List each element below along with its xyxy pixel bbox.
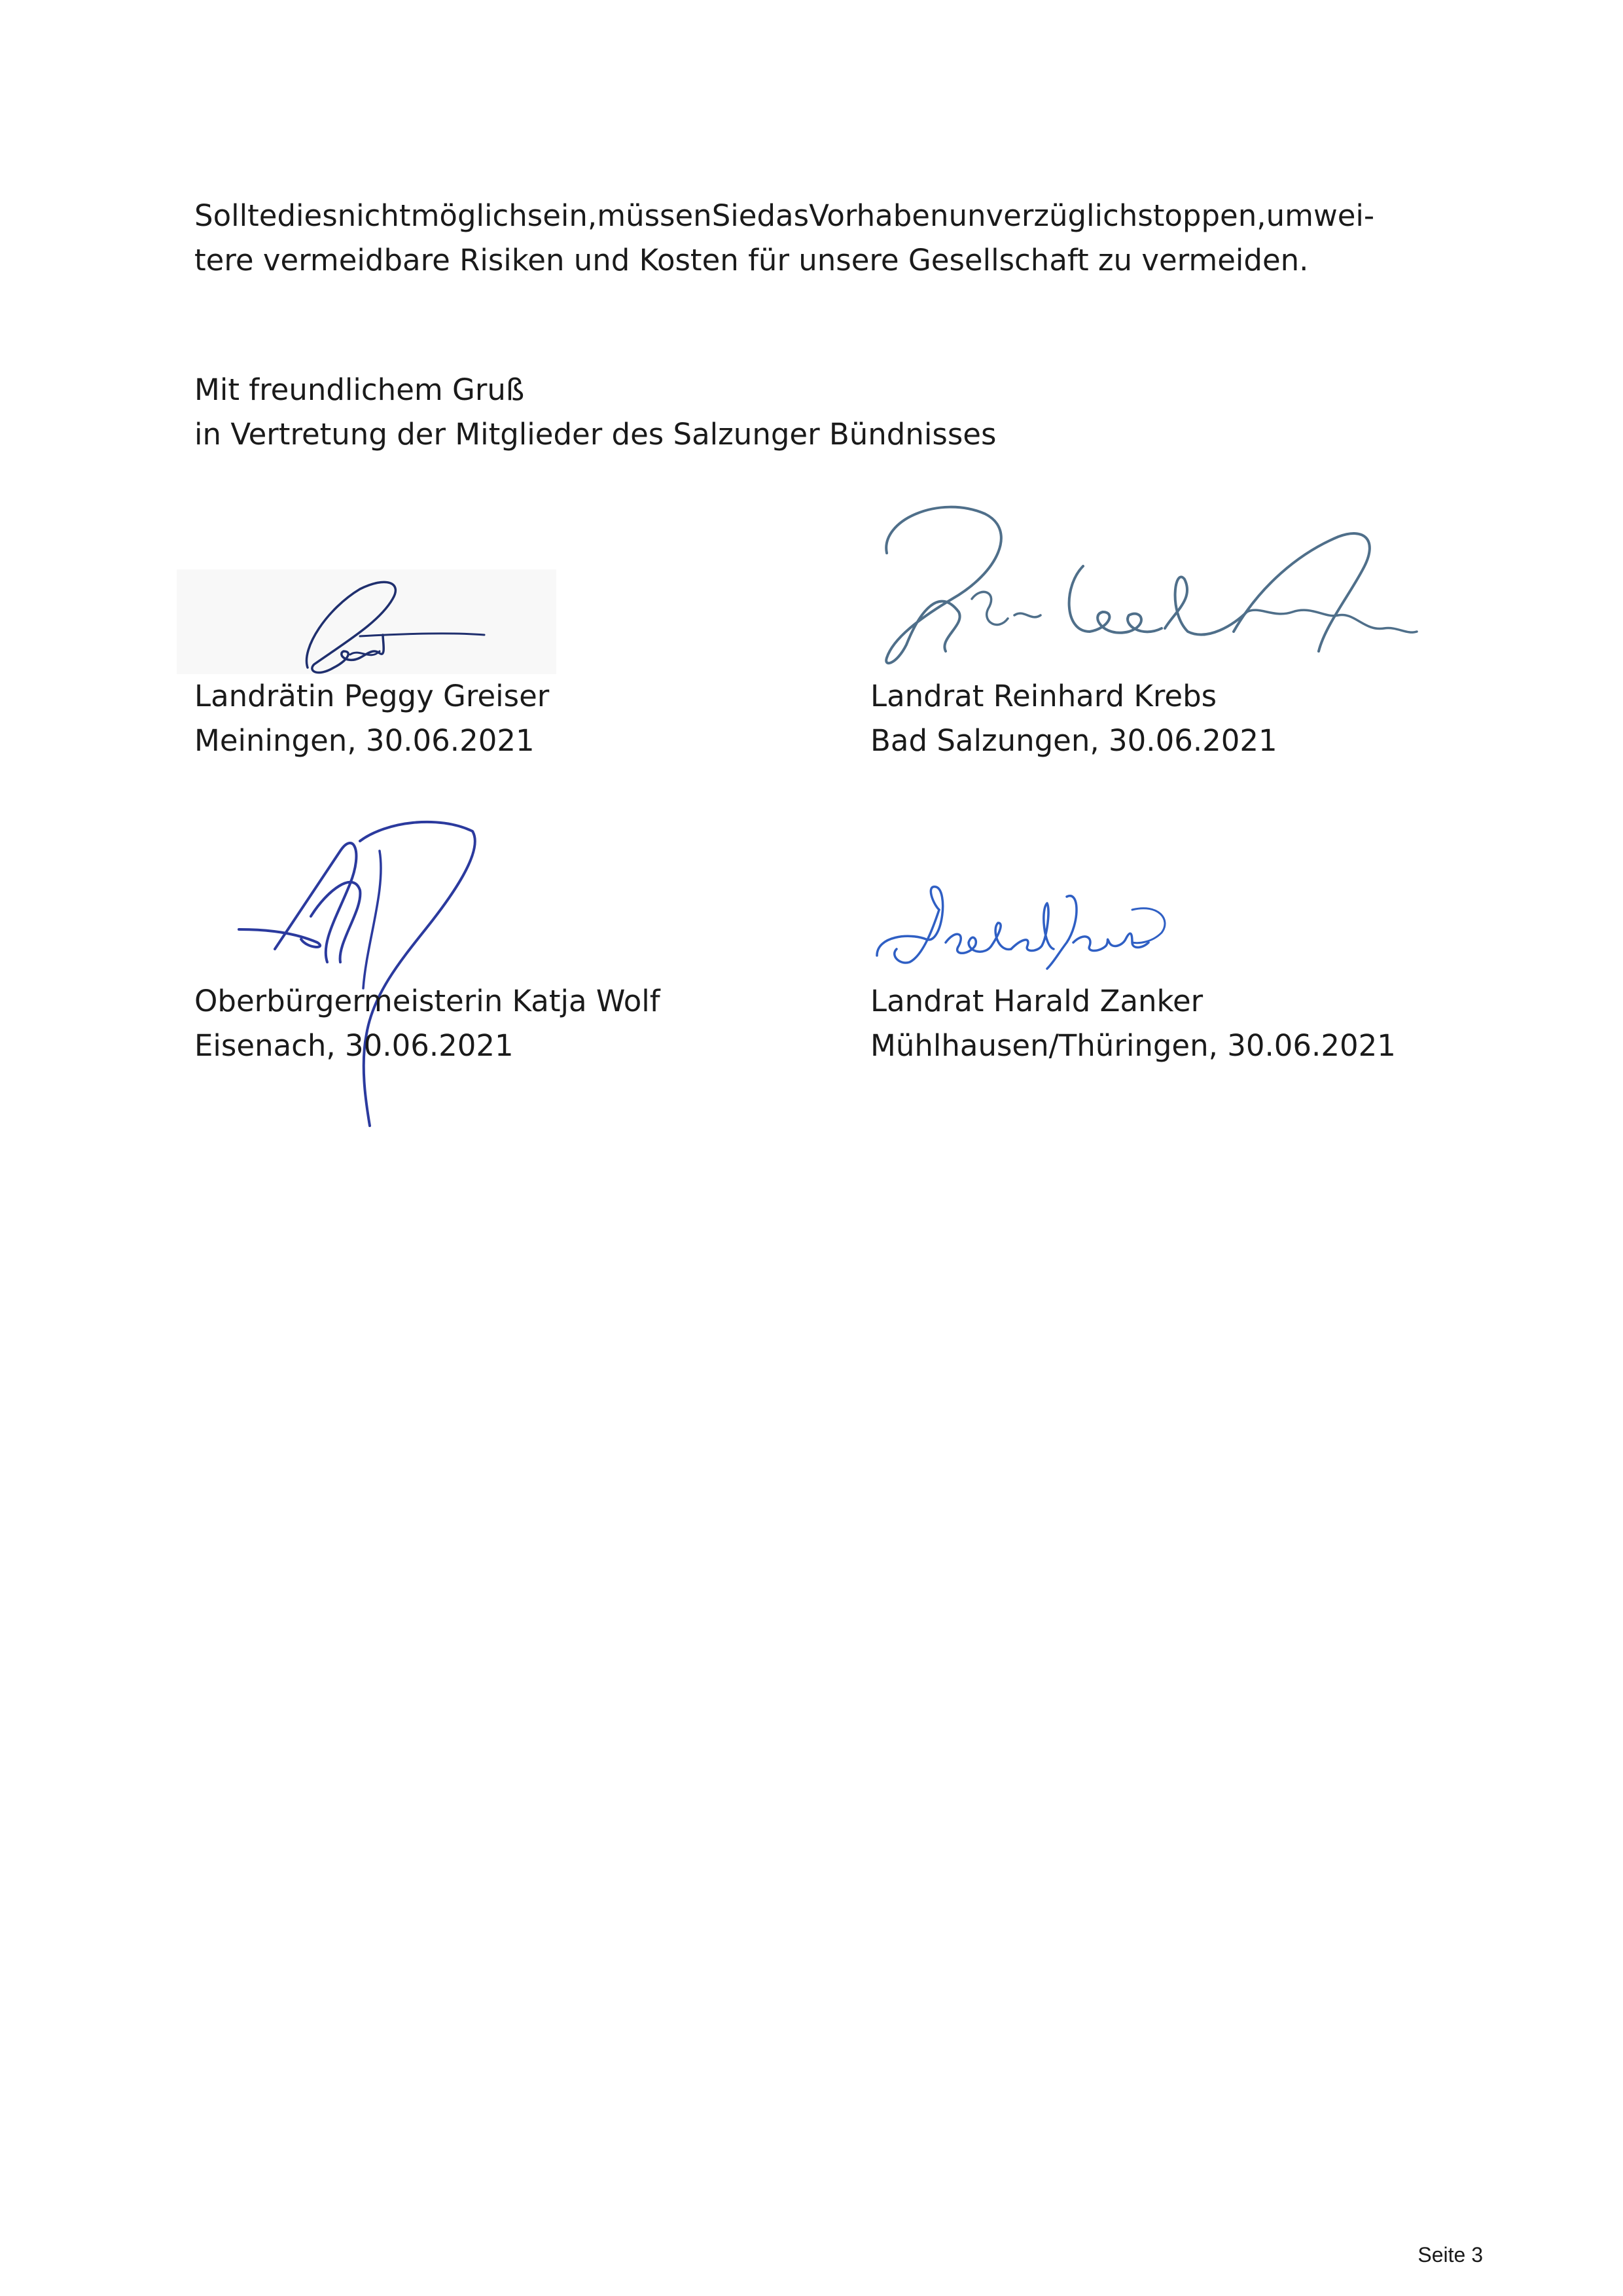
signatory-wolf	[194, 979, 660, 1068]
paragraph-word: um	[1266, 198, 1313, 233]
closing-greeting: Mit freundlichem Gruß	[194, 372, 525, 407]
signatory-place-date: Mühlhausen/Thüringen, 30.06.2021	[870, 1028, 1396, 1063]
paragraph-word: Sie	[711, 198, 757, 233]
paragraph-word: müssen	[597, 198, 712, 233]
signatory-greiser	[194, 674, 549, 763]
signatory-place-date: Meiningen, 30.06.2021	[194, 723, 535, 758]
paragraph-line-2: tere vermeidbare Risiken und Kosten für unsere Gesellschaft zu vermeiden.	[194, 243, 1309, 278]
paragraph-word: sein,	[527, 198, 597, 233]
signature-zanker	[870, 884, 1171, 995]
signatory-name: Oberbürgermeisterin Katja Wolf	[194, 984, 660, 1018]
paragraph-word: Sollte	[194, 198, 277, 233]
signature-krebs	[867, 481, 1430, 691]
signatory-place-date: Bad Salzungen, 30.06.2021	[870, 723, 1277, 758]
closing-representation: in Vertretung der Mitglieder des Salzunger Bündnisses	[194, 417, 997, 452]
paragraph-line-1	[194, 194, 1477, 238]
signatory-zanker	[870, 979, 1396, 1068]
paragraph-word: Vorhaben	[809, 198, 949, 233]
paragraph-word: dies	[277, 198, 338, 233]
paragraph-word: wei-	[1313, 198, 1375, 233]
page-number: Seite 3	[1418, 2243, 1483, 2267]
paragraph-word: möglich	[410, 198, 527, 233]
paragraph-word: stoppen,	[1137, 198, 1266, 233]
closing-block	[194, 368, 1477, 457]
signatory-name: Landrat Reinhard Krebs	[870, 679, 1217, 713]
signatory-place-date: Eisenach, 30.06.2021	[194, 1028, 514, 1063]
paragraph-word: das	[757, 198, 810, 233]
signatory-name: Landrat Harald Zanker	[870, 984, 1204, 1018]
signature-wolf	[229, 812, 497, 1132]
paragraph-word: nicht	[337, 198, 411, 233]
body-paragraph	[194, 194, 1477, 283]
paragraph-word: unverzüglich	[948, 198, 1138, 233]
signatory-krebs	[870, 674, 1277, 763]
signatory-name: Landrätin Peggy Greiser	[194, 679, 550, 713]
